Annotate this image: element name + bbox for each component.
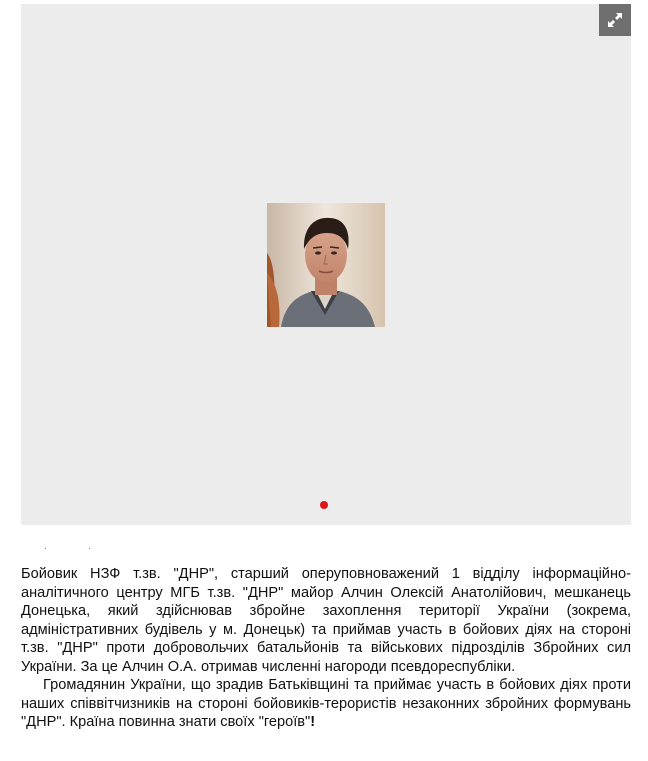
decorative-marks xyxy=(43,545,103,551)
photo-gallery xyxy=(21,4,631,525)
fullscreen-button[interactable] xyxy=(599,4,631,36)
portrait-image xyxy=(267,203,385,327)
portrait-photo[interactable] xyxy=(267,203,385,327)
article-paragraph-2 xyxy=(21,676,631,732)
article-body xyxy=(21,565,631,732)
article-paragraph-2-text: Громадянин України, що зрадив Батьківщині та приймає участь в бойових діях проти наших співвітчизників на стороні бойовиків-терористів незаконних збройних формувань "ДНР". Країна повинна знати своїх "героїв" xyxy=(21,677,631,730)
gallery-pagination-dot[interactable] xyxy=(320,501,328,509)
article-paragraph-1: Бойовик НЗФ т.зв. "ДНР", старший оперуповноважений 1 відділу інформаційно-аналітичного центру МГБ т.зв. "ДНР" майор Алчин Олексій Анатолійович, мешканець Донецька, який здійснював збройне захоплення території України (зокрема, адміністративних будівель у м. Донецьк) та приймав участь в бойових діях на стороні т.зв. "ДНР" проти добровольчих батальйонів та військових підрозділів Збройних сил України. За це Алчин О.А. отримав численні нагороди псевдореспубліки. xyxy=(21,566,631,675)
article-paragraph-2-exclamation: ! xyxy=(310,714,316,730)
expand-arrows-icon xyxy=(606,11,624,29)
